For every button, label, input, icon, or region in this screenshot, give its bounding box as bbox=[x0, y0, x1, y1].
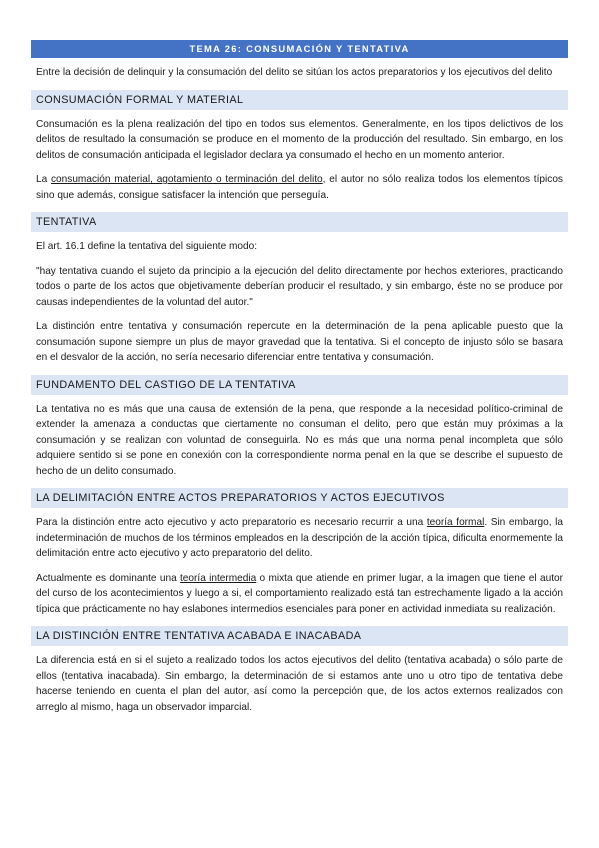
underlined-term: consumación material, agotamiento o terminación del delito bbox=[51, 174, 323, 185]
underlined-term: teoría intermedia bbox=[180, 572, 257, 584]
paragraph: La tentativa no es más que una causa de extensión de la pena, que responde a la necesidad político-criminal de extender la amenaza a conductas que ciertamente no consuman el delito, pero que están muy próximas a la consumación y se realizan con voluntad de conseguirla. No es más que una norma penal incompleta que sólo adquiere sentido si se pone en conexión con la correspondiente norma penal en la que se describe el supuesto de hecho de un delito consumado. bbox=[36, 403, 563, 477]
document-page bbox=[31, 40, 568, 724]
text-run: o mixta que atiende en primer lugar, a la imagen que tiene el autor del curso de los acontecimientos y luego a si, el comportamiento realizado está tan estrechamente ligado a la acción típica que prácticamente no hay eslabones intermedios esenciales para poner en actividad inmediata su realización. bbox=[36, 572, 563, 615]
intro-paragraph: Entre la decisión de delinquir y la consumación del delito se sitúan los actos preparatorios y los ejecutivos del delito bbox=[36, 67, 553, 78]
paragraph bbox=[31, 515, 568, 562]
paragraph: Consumación es la plena realización del tipo en todos sus elementos. Generalmente, en los tipos delictivos de los delitos de resultado la consumación se produce en el momento de la producción del resultado. Sin embargo, en los delitos de consumación anticipada el legislador declara ya consumado el hecho en un momento anterior. bbox=[36, 118, 563, 161]
text-run: Para la distinción entre acto ejecutivo y acto preparatorio es necesario recurrir a una bbox=[36, 517, 427, 528]
section-heading-consumacion: CONSUMACIÓN FORMAL Y MATERIAL bbox=[31, 90, 568, 110]
text-run: Actualmente es dominante una bbox=[36, 572, 180, 584]
paragraph: La distinción entre tentativa y consumación repercute en la determinación de la pena aplicable puesto que la consumación supone siempre un plus de mayor gravedad que la tentativa. Si el concepto de injusto sólo se basara en el desvalor de la acción, no sería necesario diferenciar entre tentativa y consumación. bbox=[36, 321, 563, 363]
paragraph bbox=[31, 172, 568, 203]
section-heading-tentativa: TENTATIVA bbox=[31, 212, 568, 232]
section-heading-fundamento: FUNDAMENTO DEL CASTIGO DE LA TENTATIVA bbox=[31, 375, 568, 395]
text-run: . Sin embargo, la indeterminación de muchos de los términos empleados en la descripción de la acción típica, dificulta enormemente la delimitación entre acto ejecutivo y acto preparatorio del delito. bbox=[36, 517, 563, 559]
quote-paragraph: "hay tentativa cuando el sujeto da principio a la ejecución del delito directamente por hechos exteriores, practicando todos o parte de los actos que objetivamente deberían producir el resultado, y sin embargo, éste no se produce por causas independientes de la voluntad del autor." bbox=[36, 265, 563, 308]
section-heading-distincion: LA DISTINCIÓN ENTRE TENTATIVA ACABADA E INACABADA bbox=[31, 626, 568, 646]
section-heading-delimitacion: LA DELIMITACIÓN ENTRE ACTOS PREPARATORIOS Y ACTOS EJECUTIVOS bbox=[31, 488, 568, 508]
page-title: TEMA 26: CONSUMACIÓN Y TENTATIVA bbox=[31, 40, 568, 58]
paragraph bbox=[31, 571, 568, 618]
text-run: La bbox=[36, 174, 51, 185]
underlined-term: teoría formal bbox=[426, 517, 485, 528]
paragraph: El art. 16.1 define la tentativa del siguiente modo: bbox=[36, 241, 258, 252]
text-run: , el autor no sólo realiza todos los elementos típicos sino que además, consigue satisfacer la intención que perseguía. bbox=[36, 174, 563, 201]
paragraph: La diferencia está en si el sujeto a realizado todos los actos ejecutivos del delito (tentativa acabada) o sólo parte de ellos (tentativa inacabada). Sin embargo, la determinación de si estamos ante uno u otro tipo de tentativa debe hacerse teniendo en cuenta el plan del autor, así como la percepción que, de los actos externos realizados con arreglo al mismo, haga un observador imparcial. bbox=[36, 655, 563, 713]
